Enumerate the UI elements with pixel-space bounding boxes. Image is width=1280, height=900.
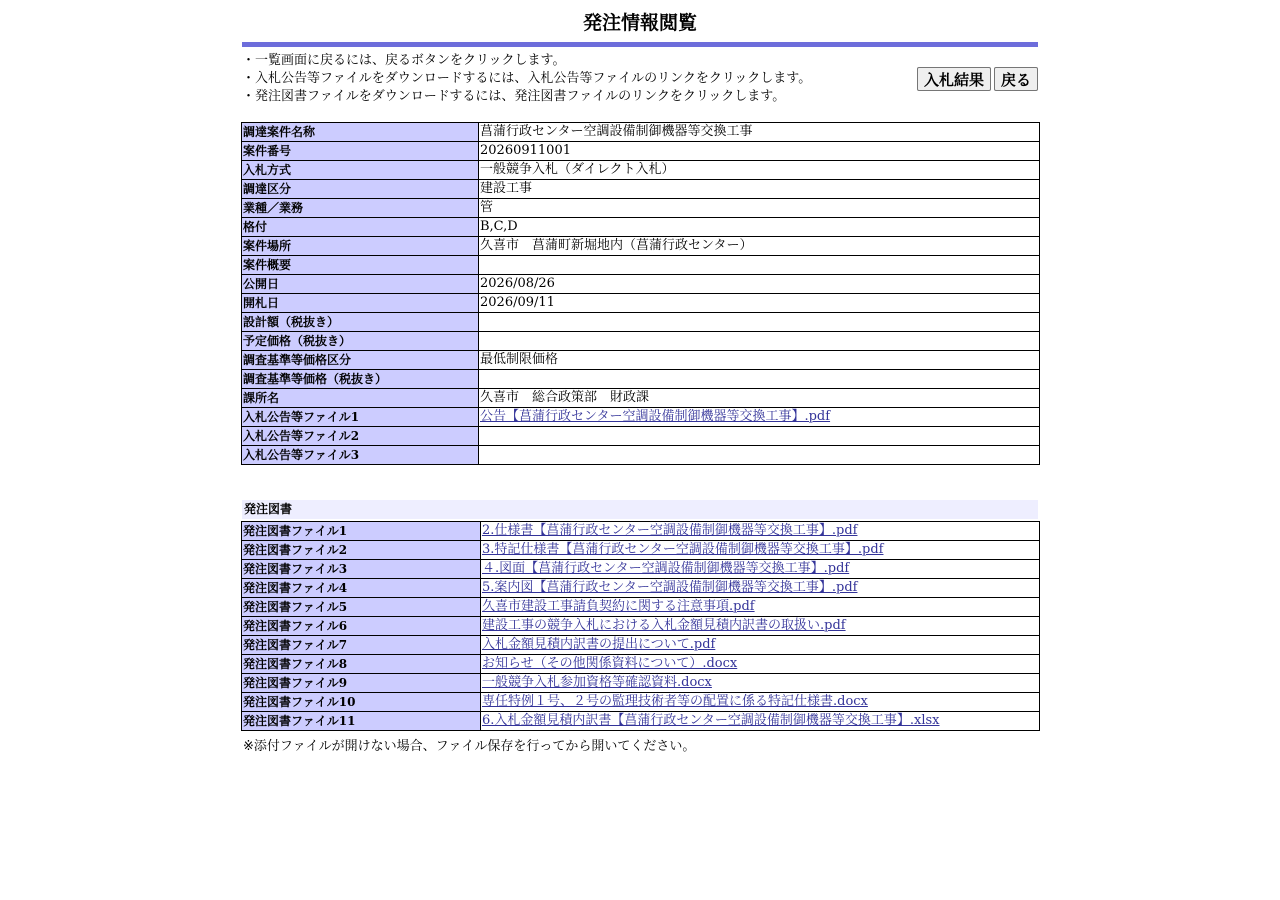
info-row	[242, 332, 1040, 351]
doc-label: 発注図書ファイル8	[242, 655, 481, 674]
doc-label: 発注図書ファイル4	[242, 579, 481, 598]
info-label: 公開日	[242, 275, 479, 294]
info-label: 入札公告等ファイル3	[242, 446, 479, 465]
info-value: 菖蒲行政センター空調設備制御機器等交換工事	[479, 123, 1040, 142]
info-label: 調達区分	[242, 180, 479, 199]
info-label: 入札方式	[242, 161, 479, 180]
info-row	[242, 351, 1040, 370]
doc-row	[242, 693, 1040, 712]
doc-value	[481, 579, 1040, 598]
instruction-line: ・一覧画面に戻るには、戻るボタンをクリックします。	[242, 53, 566, 68]
order-doc-file-link[interactable]: ４.図面【菖蒲行政センター空調設備制御機器等交換工事】.pdf	[482, 561, 850, 576]
doc-value	[481, 655, 1040, 674]
action-buttons	[914, 67, 1038, 91]
instructions	[242, 52, 1038, 122]
doc-value	[481, 617, 1040, 636]
order-doc-file-link[interactable]: 一般競争入札参加資格等確認資料.docx	[482, 675, 712, 690]
info-label: 調達案件名称	[242, 123, 479, 142]
doc-value	[481, 541, 1040, 560]
order-doc-file-link[interactable]: 専任特例１号、２号の監理技術者等の配置に係る特記仕様書.docx	[482, 694, 868, 709]
info-row	[242, 123, 1040, 142]
info-value: 管	[479, 199, 1040, 218]
order-doc-file-link[interactable]: 2.仕様書【菖蒲行政センター空調設備制御機器等交換工事】.pdf	[482, 523, 858, 538]
doc-value	[481, 598, 1040, 617]
instruction-line: ・入札公告等ファイルをダウンロードするには、入札公告等ファイルのリンクをクリックします。	[242, 71, 812, 86]
info-row	[242, 161, 1040, 180]
doc-row	[242, 636, 1040, 655]
footer-note: ※添付ファイルが開けない場合、ファイル保存を行ってから開いてください。	[243, 739, 696, 754]
info-row	[242, 294, 1040, 313]
order-doc-file-link[interactable]: 5.案内図【菖蒲行政センター空調設備制御機器等交換工事】.pdf	[482, 580, 858, 595]
info-row	[242, 370, 1040, 389]
info-label: 開札日	[242, 294, 479, 313]
doc-label: 発注図書ファイル1	[242, 522, 481, 541]
doc-value	[481, 560, 1040, 579]
order-doc-file-link[interactable]: 久喜市建設工事請負契約に関する注意事項.pdf	[482, 599, 755, 614]
info-value: 久喜市 菖蒲町新堀地内（菖蒲行政センター）	[479, 237, 1040, 256]
info-value: 久喜市 総合政策部 財政課	[479, 389, 1040, 408]
doc-label: 発注図書ファイル7	[242, 636, 481, 655]
info-value	[479, 256, 1040, 275]
info-label: 入札公告等ファイル1	[242, 408, 479, 427]
info-value: 最低制限価格	[479, 351, 1040, 370]
info-value	[479, 427, 1040, 446]
doc-row	[242, 617, 1040, 636]
doc-row	[242, 541, 1040, 560]
doc-value	[481, 693, 1040, 712]
info-label: 案件番号	[242, 142, 479, 161]
doc-row	[242, 522, 1040, 541]
bid-notice-file-link[interactable]: 公告【菖蒲行政センター空調設備制御機器等交換工事】.pdf	[480, 409, 831, 424]
info-label: 調査基準等価格区分	[242, 351, 479, 370]
info-label: 設計額（税抜き）	[242, 313, 479, 332]
doc-label: 発注図書ファイル3	[242, 560, 481, 579]
info-row	[242, 142, 1040, 161]
info-row	[242, 180, 1040, 199]
info-value: 2026/09/11	[479, 294, 1040, 313]
doc-label: 発注図書ファイル2	[242, 541, 481, 560]
order-doc-file-link[interactable]: 6.入札金額見積内訳書【菖蒲行政センター空調設備制御機器等交換工事】.xlsx	[482, 713, 940, 728]
info-value: B,C,D	[479, 218, 1040, 237]
info-label: 入札公告等ファイル2	[242, 427, 479, 446]
info-row	[242, 446, 1040, 465]
info-value	[479, 313, 1040, 332]
info-value: 20260911001	[479, 142, 1040, 161]
doc-label: 発注図書ファイル5	[242, 598, 481, 617]
info-value: 建設工事	[479, 180, 1040, 199]
info-value: 2026/08/26	[479, 275, 1040, 294]
info-value	[479, 446, 1040, 465]
info-row	[242, 408, 1040, 427]
doc-value	[481, 636, 1040, 655]
order-doc-file-link[interactable]: 3.特記仕様書【菖蒲行政センター空調設備制御機器等交換工事】.pdf	[482, 542, 884, 557]
doc-label: 発注図書ファイル10	[242, 693, 481, 712]
doc-row	[242, 712, 1040, 731]
info-label: 業種／業務	[242, 199, 479, 218]
doc-row	[242, 560, 1040, 579]
doc-row	[242, 579, 1040, 598]
info-value	[479, 332, 1040, 351]
info-label: 予定価格（税抜き）	[242, 332, 479, 351]
info-row	[242, 427, 1040, 446]
info-label: 案件場所	[242, 237, 479, 256]
info-row	[242, 218, 1040, 237]
page-title: 発注情報閲覧	[582, 12, 697, 34]
doc-row	[242, 674, 1040, 693]
instruction-line: ・発注図書ファイルをダウンロードするには、発注図書ファイルのリンクをクリックします。	[242, 89, 786, 104]
info-row	[242, 199, 1040, 218]
order-info-table	[241, 122, 1040, 465]
doc-label: 発注図書ファイル9	[242, 674, 481, 693]
doc-row	[242, 655, 1040, 674]
info-label: 課所名	[242, 389, 479, 408]
order-docs-table	[241, 521, 1040, 731]
doc-value	[481, 674, 1040, 693]
info-value	[479, 408, 1040, 427]
order-doc-file-link[interactable]: お知らせ（その他関係資料について）.docx	[482, 656, 738, 671]
back-button[interactable]: 戻る	[994, 67, 1038, 91]
doc-value	[481, 522, 1040, 541]
info-label: 案件概要	[242, 256, 479, 275]
info-label: 格付	[242, 218, 479, 237]
info-row	[242, 256, 1040, 275]
doc-row	[242, 598, 1040, 617]
info-value	[479, 370, 1040, 389]
bid-result-button[interactable]: 入札結果	[917, 67, 991, 91]
info-row	[242, 389, 1040, 408]
info-row	[242, 237, 1040, 256]
title-divider	[242, 42, 1038, 47]
doc-value	[481, 712, 1040, 731]
info-value: 一般競争入札（ダイレクト入札）	[479, 161, 1040, 180]
page-container	[242, 0, 1038, 754]
order-doc-file-link[interactable]: 建設工事の競争入札における入札金額見積内訳書の取扱い.pdf	[482, 618, 846, 633]
info-row	[242, 275, 1040, 294]
doc-label: 発注図書ファイル11	[242, 712, 481, 731]
info-row	[242, 313, 1040, 332]
docs-section-title: 発注図書	[242, 500, 1038, 519]
order-doc-file-link[interactable]: 入札金額見積内訳書の提出について.pdf	[482, 637, 716, 652]
doc-label: 発注図書ファイル6	[242, 617, 481, 636]
info-label: 調査基準等価格（税抜き）	[242, 370, 479, 389]
